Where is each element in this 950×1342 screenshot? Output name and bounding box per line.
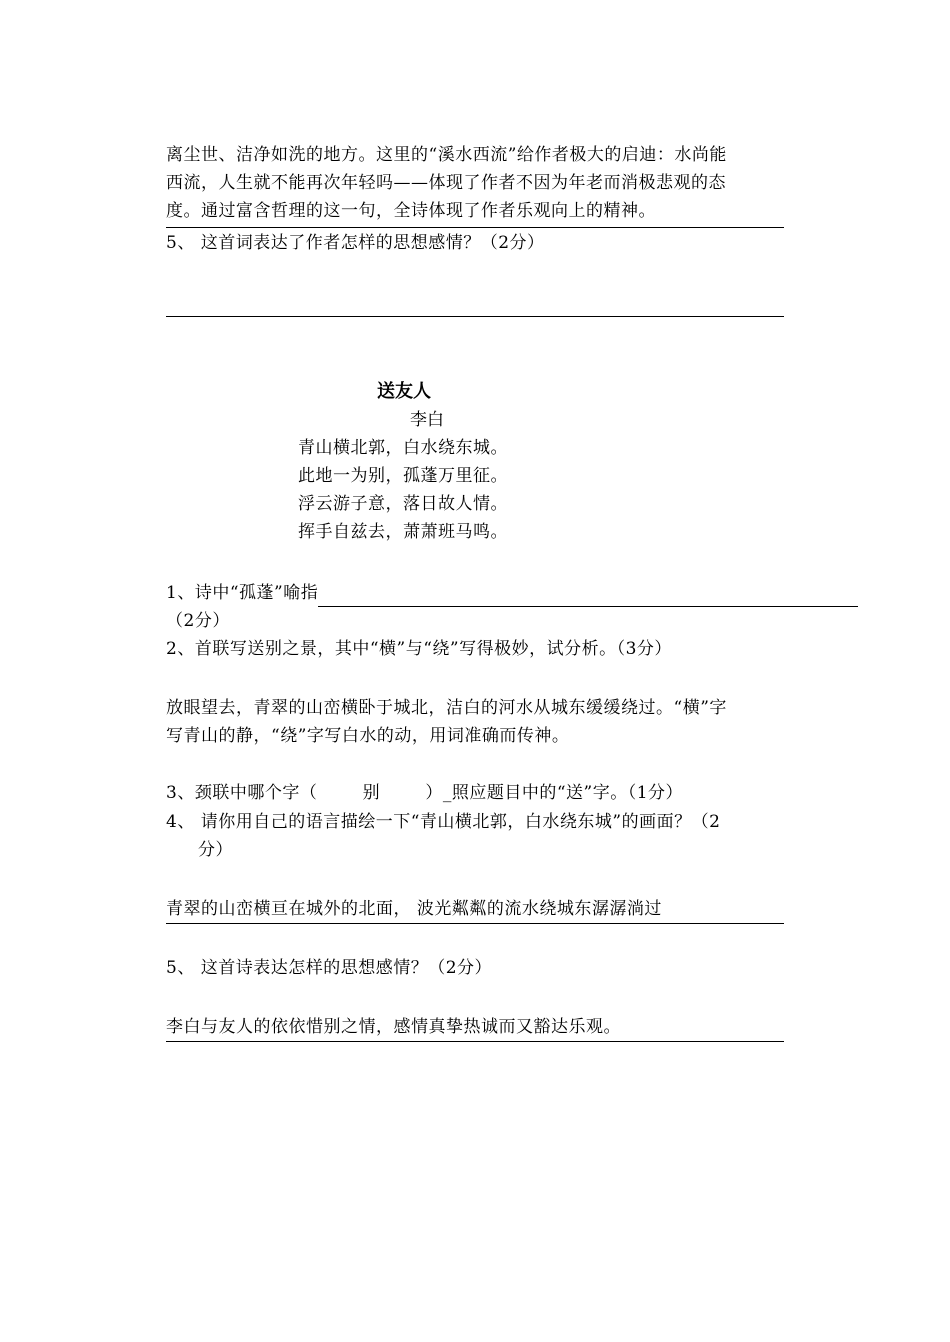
prev-answer-line-3: 度。通过富含哲理的这一句，全诗体现了作者乐观向上的精神。 xyxy=(166,201,656,221)
question-2: 2、首联写送别之景，其中“横”与“绕”写得极妙，试分析。（3分） xyxy=(166,639,672,659)
poem-line-1: 青山横北郭，白水绕东城。 xyxy=(298,438,508,458)
question-1 xyxy=(166,579,858,607)
question-3-answer: 别 xyxy=(362,783,381,803)
question-4-underline xyxy=(166,923,784,924)
prev-question-5: 5、 这首词表达了作者怎样的思想感情？（2分） xyxy=(166,233,545,253)
poem-title: 送友人 xyxy=(377,381,431,402)
question-3-prefix: 3、颈联中哪个字（ xyxy=(166,783,318,803)
question-3-suffix: ）_照应题目中的“送”字。（1分） xyxy=(425,783,684,803)
question-1-score: （2分） xyxy=(166,611,230,631)
poem-author: 李白 xyxy=(410,410,444,430)
question-5-underline xyxy=(166,1041,784,1042)
poem-line-3: 浮云游子意，落日故人情。 xyxy=(298,494,508,514)
question-3 xyxy=(166,779,683,807)
answer-blank-line xyxy=(166,316,784,317)
poem-line-2: 此地一为别，孤蓬万里征。 xyxy=(298,466,508,486)
prev-answer-line-1: 离尘世、洁净如洗的地方。这里的“溪水西流”给作者极大的启迪：水尚能 xyxy=(166,145,727,165)
answer-underline xyxy=(166,227,784,228)
poem-line-4: 挥手自兹去，萧萧班马鸣。 xyxy=(298,522,508,542)
question-2-answer-line-2: 写青山的静，“绕”字写白水的动，用词准确而传神。 xyxy=(166,726,570,746)
question-5: 5、 这首诗表达怎样的思想感情？（2分） xyxy=(166,958,493,978)
question-2-answer-line-1: 放眼望去，青翠的山峦横卧于城北，洁白的河水从城东缓缓绕过。“横”字 xyxy=(166,698,727,718)
question-4-line-1: 4、 请你用自己的语言描绘一下“青山横北郭，白水绕东城”的画面？（2 xyxy=(166,812,721,832)
question-1-text: 1、诗中“孤蓬”喻指 xyxy=(166,583,319,603)
question-1-blank[interactable] xyxy=(318,586,858,607)
question-4-line-2: 分） xyxy=(198,840,233,860)
question-4-answer: 青翠的山峦横亘在城外的北面， 波光粼粼的流水绕城东潺潺淌过 xyxy=(166,899,662,919)
question-5-answer: 李白与友人的依依惜别之情，感情真挚热诚而又豁达乐观。 xyxy=(166,1017,621,1037)
prev-answer-line-2: 西流，人生就不能再次年轻吗——体现了作者不因为年老而消极悲观的态 xyxy=(166,173,726,193)
